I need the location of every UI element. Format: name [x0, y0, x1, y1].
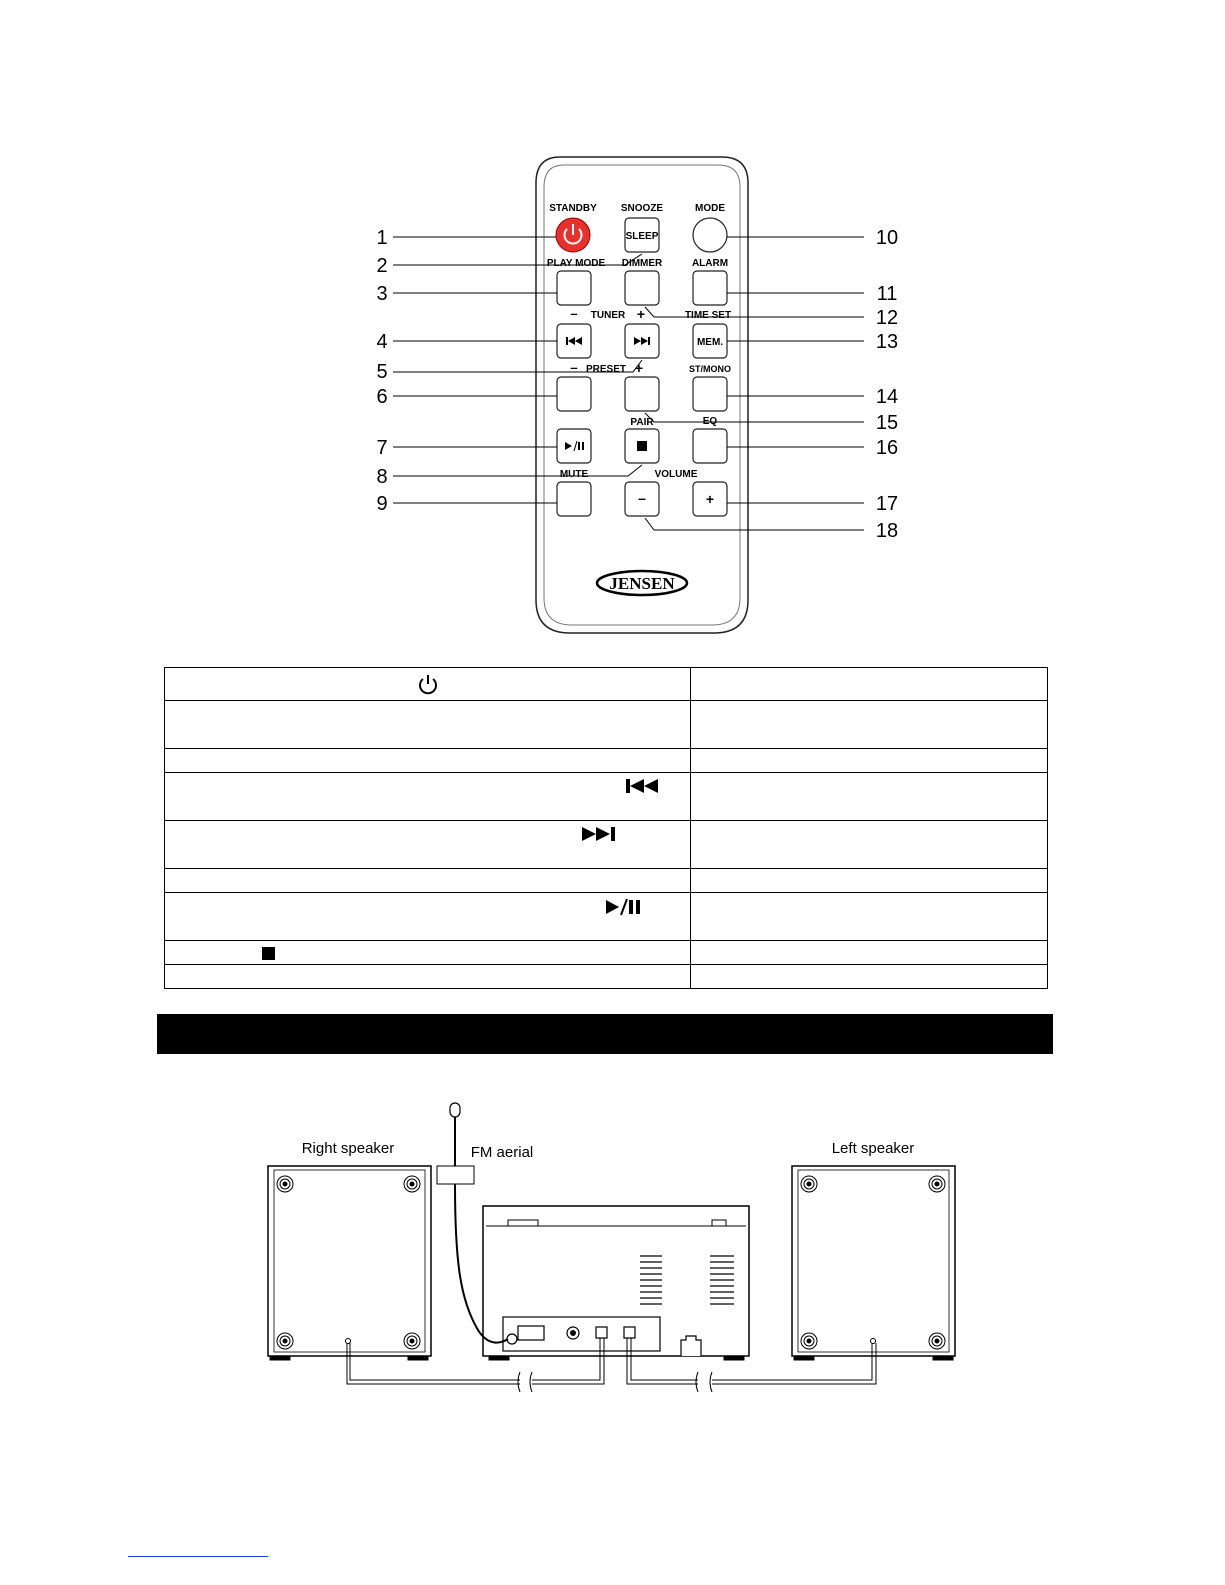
preset-minus-button[interactable] [557, 377, 591, 411]
table-cell-left [165, 941, 691, 965]
callout-18: 18 [875, 520, 899, 542]
volume-label: VOLUME [654, 469, 698, 480]
table-cell-right [691, 668, 1048, 701]
table-cell-right [691, 773, 1048, 821]
standby-label: STANDBY [549, 203, 597, 214]
callout-3: 3 [376, 283, 388, 305]
eq-label: EQ [702, 416, 718, 427]
table-row [165, 821, 1048, 869]
table-cell-left [165, 668, 691, 701]
mute-label: MUTE [559, 469, 589, 480]
preset-plus-label: + [634, 360, 644, 376]
callout-15: 15 [875, 412, 899, 434]
main-unit [483, 1206, 749, 1360]
preset-minus-label: – [570, 360, 578, 375]
snooze-label: SNOOZE [620, 203, 664, 214]
eq-button[interactable] [693, 429, 727, 463]
table-row [165, 668, 1048, 701]
stop-button[interactable] [625, 429, 659, 463]
mode-button[interactable] [693, 218, 727, 252]
callout-5: 5 [376, 361, 388, 383]
time-set-label: TIME SET [684, 310, 732, 321]
stop-icon [262, 947, 275, 960]
mem-face-label: MEM. [696, 337, 724, 348]
table-cell-left [165, 893, 691, 941]
table-row [165, 941, 1048, 965]
callout-1: 1 [376, 227, 388, 249]
table-cell-right [691, 893, 1048, 941]
mem-button[interactable] [693, 324, 727, 358]
table-row [165, 701, 1048, 749]
table-cell-left [165, 821, 691, 869]
table-cell-left [165, 773, 691, 821]
pair-label: PAIR [630, 417, 654, 428]
callout-7: 7 [376, 437, 388, 459]
table-row [165, 869, 1048, 893]
table-cell-left [165, 749, 691, 773]
callout-10: 10 [875, 227, 899, 249]
stop-icon [637, 441, 647, 451]
callout-2: 2 [376, 255, 388, 277]
skip-back-icon [624, 777, 664, 795]
st-mono-button[interactable] [693, 377, 727, 411]
brand-label: JENSEN [609, 574, 675, 593]
st-mono-label: ST/MONO [689, 364, 731, 374]
volume-down-button[interactable] [625, 482, 659, 516]
table-row [165, 773, 1048, 821]
dimmer-button[interactable] [625, 271, 659, 305]
preset-label: PRESET [585, 364, 627, 375]
sleep-button[interactable] [625, 218, 659, 252]
tuner-label: TUNER [590, 310, 626, 321]
skip-back-button[interactable] [557, 324, 591, 358]
volume-up-button[interactable] [693, 482, 727, 516]
table-cell-right [691, 821, 1048, 869]
callout-13: 13 [875, 331, 899, 353]
callout-16: 16 [875, 437, 899, 459]
right-speaker [268, 1166, 431, 1360]
button-function-table [164, 667, 1048, 989]
table-cell-right [691, 701, 1048, 749]
tuner-plus-label: + [636, 306, 646, 322]
mode-label: MODE [695, 203, 725, 214]
skip-forward-button[interactable] [625, 324, 659, 358]
callout-9: 9 [376, 493, 388, 515]
table-cell-left [165, 701, 691, 749]
fm-aerial-label: FM aerial [470, 1144, 534, 1161]
right-speaker-label: Right speaker [301, 1140, 395, 1157]
power-icon [417, 673, 439, 695]
footnote-link-line [128, 1556, 268, 1557]
left-speaker [792, 1166, 955, 1360]
callout-6: 6 [376, 386, 388, 408]
section-header-bar [157, 1014, 1053, 1054]
table-cell-left [165, 869, 691, 893]
table-cell-left [165, 965, 691, 989]
table-cell-right [691, 941, 1048, 965]
play-mode-label: PLAY MODE [546, 258, 606, 269]
connection-diagram [0, 1095, 1225, 1415]
table-cell-right [691, 869, 1048, 893]
alarm-label: ALARM [691, 258, 729, 269]
callout-4: 4 [376, 331, 388, 353]
callout-8: 8 [376, 466, 388, 488]
volume-minus-label: – [638, 490, 646, 506]
tuner-minus-label: – [570, 306, 578, 321]
play-pause-icon [604, 897, 644, 917]
sleep-face-label: SLEEP [625, 231, 659, 242]
table-row [165, 893, 1048, 941]
preset-plus-button[interactable] [625, 377, 659, 411]
callout-14: 14 [875, 386, 899, 408]
jensen-logo [597, 571, 687, 595]
volume-plus-label: + [705, 491, 715, 507]
table-row [165, 749, 1048, 773]
alarm-button[interactable] [693, 271, 727, 305]
table-cell-right [691, 965, 1048, 989]
mute-button[interactable] [557, 482, 591, 516]
callout-11: 11 [876, 283, 898, 305]
standby-button[interactable] [556, 218, 590, 252]
play-pause-button[interactable] [557, 429, 591, 463]
callout-12: 12 [875, 307, 899, 329]
table-row [165, 965, 1048, 989]
dimmer-label: DIMMER [621, 258, 663, 269]
table-cell-right [691, 749, 1048, 773]
callout-17: 17 [875, 493, 899, 515]
play-mode-button[interactable] [557, 271, 591, 305]
left-speaker-label: Left speaker [831, 1140, 915, 1157]
remote-control-diagram [0, 0, 1225, 660]
skip-forward-icon [580, 825, 620, 843]
